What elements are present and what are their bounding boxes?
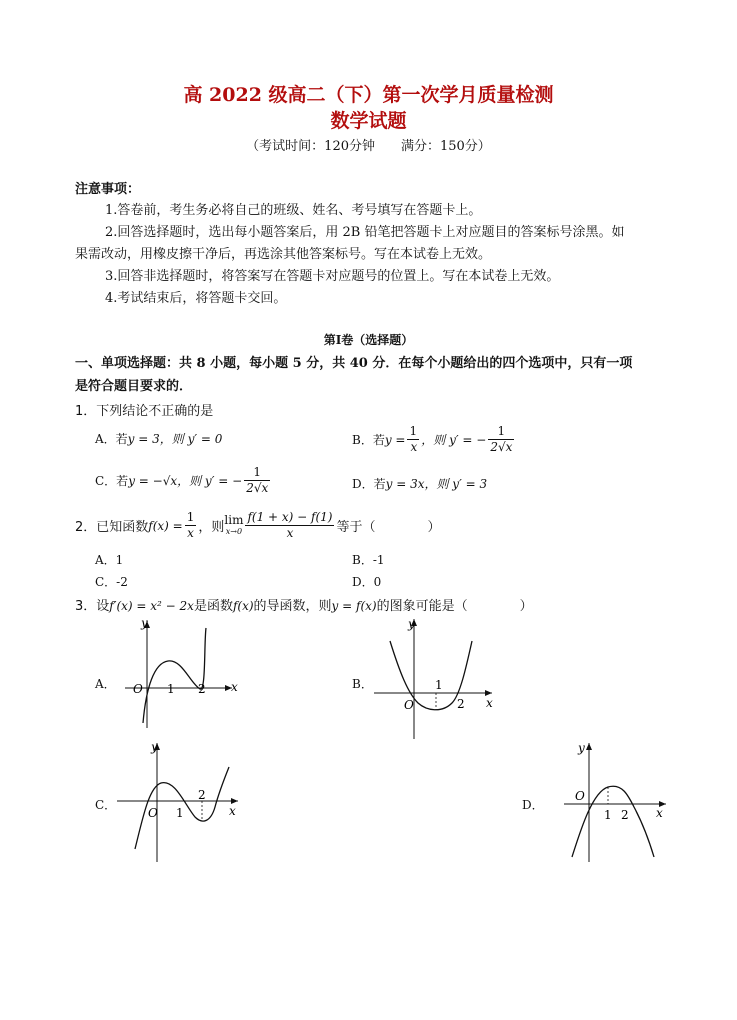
q1-option-c: C．若 y = −√x，则 y′ = − $\frac{1}{2√x}$ — [95, 465, 269, 495]
svg-text:2: 2 — [621, 808, 629, 822]
volume-title: 第Ⅰ卷（选择题） — [323, 333, 414, 347]
svg-text:x: x — [656, 806, 663, 820]
q2-stem: 2．已知函数 f(x) = $\frac{1}{x}$ ，则 lim x→0 $\frac{f(1 + x) - f(1)}{x}$ 等于（ ） — [75, 510, 441, 540]
exam-title: 高 2022 级高二（下）第一次学月质量检测 — [183, 84, 554, 106]
q3-graph-c — [115, 737, 245, 865]
svg-text:y: y — [578, 741, 585, 755]
exam-subtitle: 数学试题 — [330, 110, 407, 132]
q2-option-b: B．-1 — [352, 553, 385, 567]
q1-option-a: A．若y = 3，则 y′ = 0 — [95, 432, 223, 446]
svg-text:O: O — [575, 789, 585, 803]
svg-text:2: 2 — [457, 697, 465, 711]
notes-item-1: 1.答卷前，考生务必将自己的班级、姓名、考号填写在答题卡上。 — [105, 203, 482, 218]
svg-text:2: 2 — [198, 788, 206, 802]
notes-item-4: 4.考试结束后，将答题卡交回。 — [105, 291, 287, 306]
q3-graph-b — [372, 613, 502, 743]
svg-text:1: 1 — [167, 682, 175, 696]
svg-text:1: 1 — [435, 678, 443, 692]
svg-text:y: y — [151, 740, 158, 754]
q2-option-a: A．1 — [95, 553, 124, 567]
svg-text:x: x — [486, 696, 493, 710]
q3-label-a: A． — [95, 677, 116, 691]
q3-graph-d — [562, 737, 672, 865]
q3-label-d: D． — [522, 798, 544, 812]
svg-text:O: O — [133, 682, 143, 696]
section-instruction-cont: 是符合题目要求的． — [75, 379, 193, 394]
q1-option-b: B．若 y = $\frac{1}{x}$ ，则 y′ = − $\frac{1}{2√x}$ — [352, 424, 513, 454]
svg-text:1: 1 — [176, 806, 184, 820]
q3-label-b: B． — [352, 677, 373, 691]
notes-item-2-cont: 果需改动，用橡皮擦干净后，再选涂其他答案标号。写在本试卷上无效。 — [75, 247, 492, 262]
svg-text:1: 1 — [604, 808, 612, 822]
svg-text:x: x — [231, 680, 238, 694]
svg-text:O: O — [404, 698, 414, 712]
svg-text:2: 2 — [198, 682, 206, 696]
exam-info: （考试时间：120分钟 满分：150分） — [246, 139, 491, 154]
notes-heading: 注意事项： — [75, 182, 141, 197]
svg-text:y: y — [408, 617, 415, 631]
svg-text:x: x — [229, 804, 236, 818]
svg-text:O: O — [148, 806, 158, 820]
notes-item-2: 2.回答选择题时，选出每小题答案后，用 2B 铅笔把答题卡上对应题目的答案标号涂黑。如 — [105, 225, 625, 240]
q1-stem: 1．下列结论不正确的是 — [75, 404, 214, 419]
q3-graph-a — [120, 613, 245, 733]
q1-option-d: D．若y = 3x，则 y′ = 3 — [352, 477, 488, 491]
q2-option-d: D．0 — [352, 575, 382, 589]
svg-text:y: y — [141, 616, 148, 630]
q2-option-c: C．-2 — [95, 575, 128, 589]
q3-stem: 3．设f′(x) = x² − 2x是函数f(x)的导函数，则y = f(x)的图象可能是（ ） — [75, 599, 533, 614]
notes-item-3: 3.回答非选择题时，将答案写在答题卡对应题号的位置上。写在本试卷上无效。 — [105, 269, 560, 284]
q3-label-c: C． — [95, 798, 117, 812]
section-instruction: 一、单项选择题：共 8 小题，每小题 5 分，共 40 分．在每个小题给出的四个选项中，只有一项 — [75, 356, 633, 371]
